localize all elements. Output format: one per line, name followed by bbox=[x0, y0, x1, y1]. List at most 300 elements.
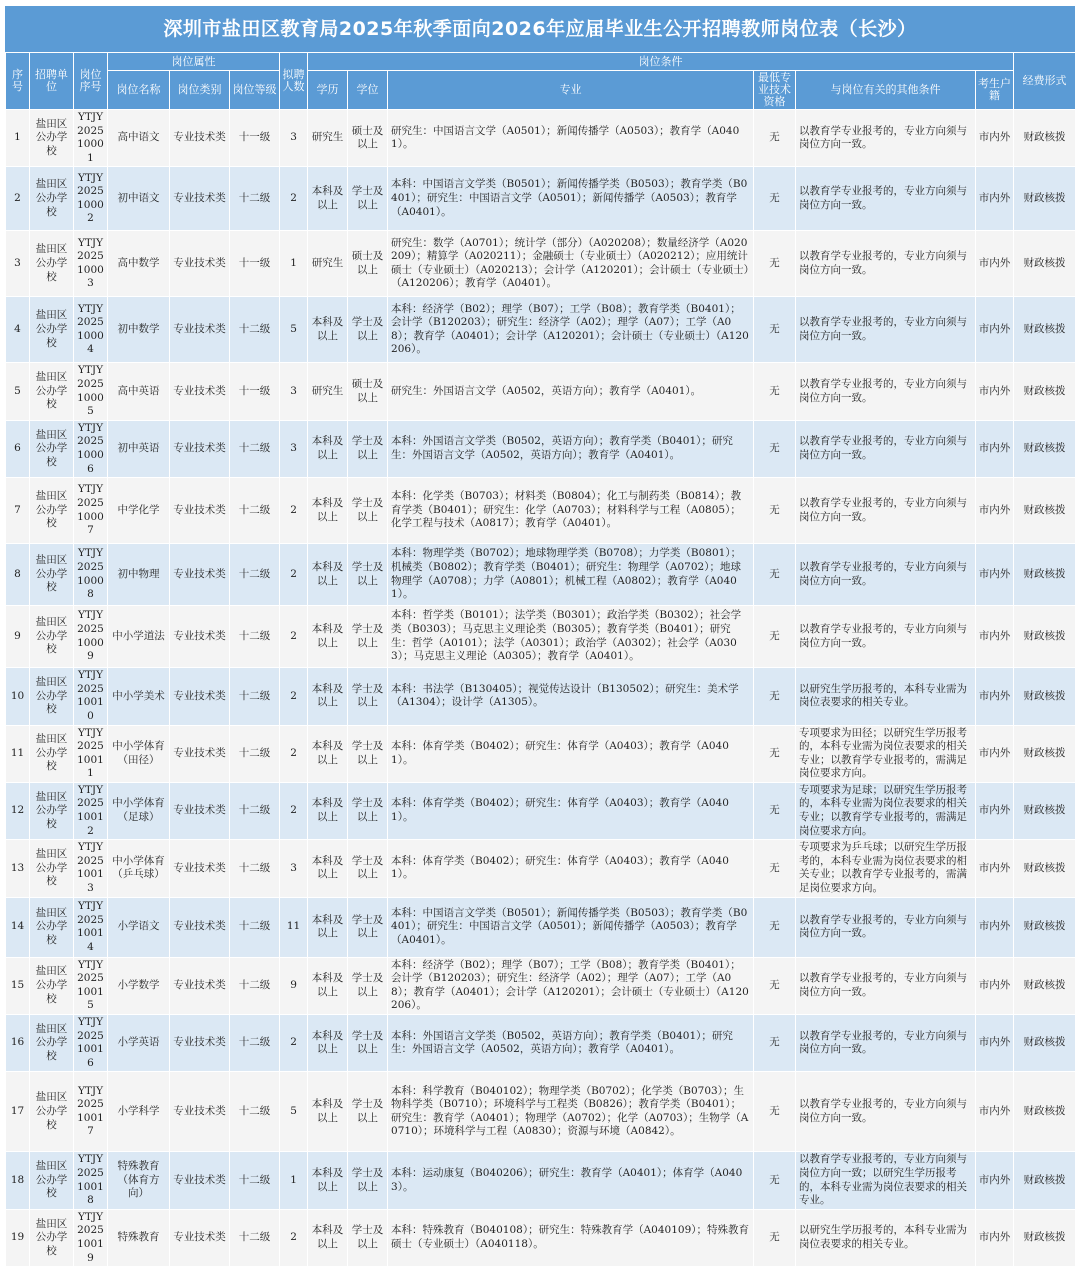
table-row bbox=[6, 478, 1076, 544]
cell-seq: 15 bbox=[6, 957, 30, 1014]
cell-education: 研究生 bbox=[308, 231, 348, 297]
table-body bbox=[6, 110, 1076, 1267]
cell-degree: 学士及以上 bbox=[348, 897, 388, 957]
cell-education: 本科及以上 bbox=[308, 897, 348, 957]
cell-count: 2 bbox=[280, 544, 308, 606]
table-row bbox=[6, 297, 1076, 363]
cell-hukou: 市内外 bbox=[976, 231, 1014, 297]
cell-major: 本科：物理学类（B0702）；地球物理学类（B0708）；力学类（B0801）；机械类（B0802）；教育学类（B0401）；研究生：物理学（A0702）；地球物理学（A0708）；力学（A0801）；机械工程（A0802）；教育学（A0401）。 bbox=[388, 544, 754, 606]
cell-min-qual: 无 bbox=[754, 782, 796, 839]
table-row bbox=[6, 1152, 1076, 1209]
cell-hukou: 市内外 bbox=[976, 897, 1014, 957]
cell-post-name: 初中物理 bbox=[108, 544, 170, 606]
cell-post-type: 专业技术类 bbox=[170, 544, 230, 606]
cell-post-type: 专业技术类 bbox=[170, 840, 230, 897]
table-row bbox=[6, 1072, 1076, 1152]
cell-post-type: 专业技术类 bbox=[170, 478, 230, 544]
table-row bbox=[6, 1209, 1076, 1266]
cell-other: 以教育学专业报考的，专业方向须与岗位方向一致。 bbox=[796, 1015, 976, 1072]
cell-other: 专项要求为乒乓球；以研究生学历报考的，本科专业需为岗位表要求的相关专业；以教育学专业报考的，需满足岗位要求方向。 bbox=[796, 840, 976, 897]
cell-unit: 盐田区公办学校 bbox=[30, 606, 74, 668]
header-other: 与岗位有关的其他条件 bbox=[796, 71, 976, 110]
cell-other: 专项要求为足球；以研究生学历报考的，本科专业需为岗位表要求的相关专业；以教育学专业报考的，需满足岗位要求方向。 bbox=[796, 782, 976, 839]
cell-count: 2 bbox=[280, 782, 308, 839]
cell-post-code: YTJY202510001 bbox=[74, 110, 108, 167]
table-row bbox=[6, 110, 1076, 167]
cell-funding: 财政核拨 bbox=[1014, 897, 1076, 957]
cell-post-level: 十二级 bbox=[230, 668, 280, 725]
cell-count: 2 bbox=[280, 478, 308, 544]
cell-education: 本科及以上 bbox=[308, 544, 348, 606]
cell-count: 5 bbox=[280, 297, 308, 363]
cell-post-code: YTJY202510003 bbox=[74, 231, 108, 297]
cell-post-name: 中小学美术 bbox=[108, 668, 170, 725]
cell-post-type: 专业技术类 bbox=[170, 297, 230, 363]
cell-min-qual: 无 bbox=[754, 1072, 796, 1152]
cell-min-qual: 无 bbox=[754, 297, 796, 363]
cell-unit: 盐田区公办学校 bbox=[30, 668, 74, 725]
cell-count: 2 bbox=[280, 725, 308, 782]
cell-post-level: 十二级 bbox=[230, 782, 280, 839]
cell-seq: 11 bbox=[6, 725, 30, 782]
cell-post-type: 专业技术类 bbox=[170, 110, 230, 167]
cell-post-type: 专业技术类 bbox=[170, 606, 230, 668]
cell-post-type: 专业技术类 bbox=[170, 725, 230, 782]
cell-other: 以教育学专业报考的，专业方向须与岗位方向一致。 bbox=[796, 420, 976, 477]
cell-education: 本科及以上 bbox=[308, 606, 348, 668]
cell-funding: 财政核拨 bbox=[1014, 363, 1076, 420]
cell-unit: 盐田区公办学校 bbox=[30, 725, 74, 782]
cell-education: 本科及以上 bbox=[308, 1152, 348, 1209]
cell-education: 本科及以上 bbox=[308, 1209, 348, 1266]
cell-seq: 4 bbox=[6, 297, 30, 363]
cell-funding: 财政核拨 bbox=[1014, 1209, 1076, 1266]
cell-funding: 财政核拨 bbox=[1014, 725, 1076, 782]
cell-post-name: 初中语文 bbox=[108, 167, 170, 231]
header-min-qual: 最低专业技术资格 bbox=[754, 71, 796, 110]
cell-hukou: 市内外 bbox=[976, 957, 1014, 1014]
cell-post-level: 十二级 bbox=[230, 957, 280, 1014]
cell-education: 本科及以上 bbox=[308, 725, 348, 782]
cell-post-type: 专业技术类 bbox=[170, 1072, 230, 1152]
cell-major: 本科：体育学类（B0402）；研究生：体育学（A0403）；教育学（A0401）。 bbox=[388, 782, 754, 839]
cell-seq: 7 bbox=[6, 478, 30, 544]
cell-seq: 14 bbox=[6, 897, 30, 957]
cell-count: 2 bbox=[280, 167, 308, 231]
header-post-code: 岗位序号 bbox=[74, 53, 108, 110]
cell-degree: 学士及以上 bbox=[348, 725, 388, 782]
cell-post-level: 十二级 bbox=[230, 1209, 280, 1266]
cell-other: 以教育学专业报考的，专业方向须与岗位方向一致。 bbox=[796, 606, 976, 668]
cell-post-level: 十二级 bbox=[230, 297, 280, 363]
cell-major: 本科：特殊教育（B040108）；研究生：特殊教育学（A040109）；特殊教育硕士（专业硕士）（A040118）。 bbox=[388, 1209, 754, 1266]
cell-unit: 盐田区公办学校 bbox=[30, 420, 74, 477]
cell-unit: 盐田区公办学校 bbox=[30, 544, 74, 606]
header-education: 学历 bbox=[308, 71, 348, 110]
header-major: 专业 bbox=[388, 71, 754, 110]
header-funding: 经费形式 bbox=[1014, 53, 1076, 110]
header-attr-group: 岗位属性 bbox=[108, 53, 280, 71]
cell-education: 本科及以上 bbox=[308, 297, 348, 363]
cell-other: 以教育学专业报考的，专业方向须与岗位方向一致。 bbox=[796, 110, 976, 167]
cell-funding: 财政核拨 bbox=[1014, 1152, 1076, 1209]
cell-unit: 盐田区公办学校 bbox=[30, 363, 74, 420]
cell-unit: 盐田区公办学校 bbox=[30, 1209, 74, 1266]
cell-post-code: YTJY202510016 bbox=[74, 1015, 108, 1072]
cell-post-code: YTJY202510004 bbox=[74, 297, 108, 363]
cell-min-qual: 无 bbox=[754, 478, 796, 544]
cell-post-type: 专业技术类 bbox=[170, 363, 230, 420]
cell-post-level: 十一级 bbox=[230, 110, 280, 167]
table-row bbox=[6, 420, 1076, 477]
cell-degree: 学士及以上 bbox=[348, 668, 388, 725]
cell-post-code: YTJY202510015 bbox=[74, 957, 108, 1014]
cell-major: 本科：运动康复（B040206）；研究生：教育学（A0401）；体育学（A0403）。 bbox=[388, 1152, 754, 1209]
cell-unit: 盐田区公办学校 bbox=[30, 782, 74, 839]
cell-degree: 硕士及以上 bbox=[348, 363, 388, 420]
cell-major: 本科：经济学（B02）；理学（B07）；工学（B08）；教育学类（B0401）；会计学（B120203）；研究生：经济学（A02）；理学（A07）；工学（A08）；教育学（A0401）；会计学（A120201）；会计硕士（专业硕士）（A120206）。 bbox=[388, 297, 754, 363]
cell-education: 本科及以上 bbox=[308, 420, 348, 477]
cell-major: 本科：经济学（B02）；理学（B07）；工学（B08）；教育学类（B0401）；会计学（B120203）；研究生：经济学（A02）；理学（A07）；工学（A08）；教育学（A0401）；会计学（A120201）；会计硕士（专业硕士）（A120206）。 bbox=[388, 957, 754, 1014]
cell-post-name: 高中英语 bbox=[108, 363, 170, 420]
header-seq: 序号 bbox=[6, 53, 30, 110]
cell-post-code: YTJY202510018 bbox=[74, 1152, 108, 1209]
cell-degree: 学士及以上 bbox=[348, 1015, 388, 1072]
cell-major: 本科：中国语言文学类（B0501）；新闻传播学类（B0503）；教育学类（B0401）；研究生：中国语言文学（A0501）；新闻传播学（A0503）；教育学（A0401）。 bbox=[388, 167, 754, 231]
cell-post-type: 专业技术类 bbox=[170, 957, 230, 1014]
cell-min-qual: 无 bbox=[754, 231, 796, 297]
cell-post-type: 专业技术类 bbox=[170, 231, 230, 297]
cell-post-code: YTJY202510002 bbox=[74, 167, 108, 231]
cell-education: 本科及以上 bbox=[308, 840, 348, 897]
recruitment-table-page bbox=[5, 6, 1075, 1264]
cell-count: 3 bbox=[280, 420, 308, 477]
cell-post-type: 专业技术类 bbox=[170, 1015, 230, 1072]
cell-min-qual: 无 bbox=[754, 1209, 796, 1266]
cell-hukou: 市内外 bbox=[976, 363, 1014, 420]
table-row bbox=[6, 897, 1076, 957]
cell-count: 3 bbox=[280, 110, 308, 167]
cell-degree: 硕士及以上 bbox=[348, 231, 388, 297]
cell-unit: 盐田区公办学校 bbox=[30, 231, 74, 297]
cell-other: 以教育学专业报考的，专业方向须与岗位方向一致。 bbox=[796, 1072, 976, 1152]
cell-unit: 盐田区公办学校 bbox=[30, 840, 74, 897]
cell-post-level: 十二级 bbox=[230, 1015, 280, 1072]
cell-degree: 学士及以上 bbox=[348, 1152, 388, 1209]
cell-seq: 13 bbox=[6, 840, 30, 897]
cell-other: 以教育学专业报考的，专业方向须与岗位方向一致。 bbox=[796, 957, 976, 1014]
cell-min-qual: 无 bbox=[754, 668, 796, 725]
cell-post-type: 专业技术类 bbox=[170, 897, 230, 957]
cell-major: 本科：体育学类（B0402）；研究生：体育学（A0403）；教育学（A0401）。 bbox=[388, 840, 754, 897]
cell-funding: 财政核拨 bbox=[1014, 231, 1076, 297]
cell-post-name: 中小学体育（乒乓球） bbox=[108, 840, 170, 897]
cell-post-code: YTJY202510011 bbox=[74, 725, 108, 782]
cell-funding: 财政核拨 bbox=[1014, 606, 1076, 668]
cell-post-type: 专业技术类 bbox=[170, 167, 230, 231]
cell-post-code: YTJY202510013 bbox=[74, 840, 108, 897]
table-row bbox=[6, 606, 1076, 668]
cell-unit: 盐田区公办学校 bbox=[30, 167, 74, 231]
cell-funding: 财政核拨 bbox=[1014, 167, 1076, 231]
cell-post-level: 十一级 bbox=[230, 363, 280, 420]
cell-post-name: 中学化学 bbox=[108, 478, 170, 544]
cell-post-level: 十二级 bbox=[230, 420, 280, 477]
cell-hukou: 市内外 bbox=[976, 110, 1014, 167]
cell-post-level: 十二级 bbox=[230, 167, 280, 231]
cell-min-qual: 无 bbox=[754, 1152, 796, 1209]
cell-funding: 财政核拨 bbox=[1014, 1072, 1076, 1152]
cell-count: 1 bbox=[280, 1152, 308, 1209]
header-unit: 招聘单位 bbox=[30, 53, 74, 110]
cell-degree: 学士及以上 bbox=[348, 420, 388, 477]
cell-post-code: YTJY202510017 bbox=[74, 1072, 108, 1152]
table-row bbox=[6, 782, 1076, 839]
cell-post-code: YTJY202510005 bbox=[74, 363, 108, 420]
cell-funding: 财政核拨 bbox=[1014, 840, 1076, 897]
cell-count: 2 bbox=[280, 1015, 308, 1072]
cell-other: 以教育学专业报考的，专业方向须与岗位方向一致。 bbox=[796, 478, 976, 544]
cell-other: 以教育学专业报考的，专业方向须与岗位方向一致。 bbox=[796, 167, 976, 231]
cell-min-qual: 无 bbox=[754, 840, 796, 897]
header-cond-group: 岗位条件 bbox=[308, 53, 1014, 71]
table-row bbox=[6, 668, 1076, 725]
cell-min-qual: 无 bbox=[754, 897, 796, 957]
cell-hukou: 市内外 bbox=[976, 668, 1014, 725]
table-row bbox=[6, 167, 1076, 231]
cell-count: 2 bbox=[280, 606, 308, 668]
cell-degree: 学士及以上 bbox=[348, 478, 388, 544]
cell-funding: 财政核拨 bbox=[1014, 478, 1076, 544]
cell-post-name: 特殊教育 bbox=[108, 1209, 170, 1266]
cell-post-level: 十二级 bbox=[230, 1072, 280, 1152]
cell-min-qual: 无 bbox=[754, 167, 796, 231]
cell-post-code: YTJY202510009 bbox=[74, 606, 108, 668]
cell-funding: 财政核拨 bbox=[1014, 957, 1076, 1014]
cell-degree: 学士及以上 bbox=[348, 840, 388, 897]
cell-other: 以教育学专业报考的，专业方向须与岗位方向一致。 bbox=[796, 231, 976, 297]
cell-count: 9 bbox=[280, 957, 308, 1014]
cell-other: 以研究生学历报考的，本科专业需为岗位表要求的相关专业。 bbox=[796, 668, 976, 725]
cell-major: 研究生：数学（A0701）；统计学（部分）（A020208）；数量经济学（A020209）；精算学（A020211）；金融硕士（专业硕士）（A020212）；应用统计硕士（专业硕士）（A020213）；会计学（A120201）；会计硕士（专业硕士）（A120206）；教育学（A0401）。 bbox=[388, 231, 754, 297]
cell-seq: 10 bbox=[6, 668, 30, 725]
table-row bbox=[6, 1015, 1076, 1072]
header-count: 拟聘人数 bbox=[280, 53, 308, 110]
cell-post-level: 十二级 bbox=[230, 606, 280, 668]
cell-major: 本科：化学类（B0703）；材料类（B0804）；化工与制药类（B0814）；教育学类（B0401）；研究生：化学（A0703）；材料科学与工程（A0805）；化学工程与技术（A0817）；教育学（A0401）。 bbox=[388, 478, 754, 544]
cell-min-qual: 无 bbox=[754, 606, 796, 668]
cell-hukou: 市内外 bbox=[976, 1072, 1014, 1152]
cell-post-name: 小学数学 bbox=[108, 957, 170, 1014]
cell-post-name: 初中数学 bbox=[108, 297, 170, 363]
cell-hukou: 市内外 bbox=[976, 1015, 1014, 1072]
cell-post-code: YTJY202510019 bbox=[74, 1209, 108, 1266]
cell-education: 本科及以上 bbox=[308, 478, 348, 544]
cell-education: 本科及以上 bbox=[308, 167, 348, 231]
cell-funding: 财政核拨 bbox=[1014, 297, 1076, 363]
cell-post-name: 初中英语 bbox=[108, 420, 170, 477]
table-row bbox=[6, 363, 1076, 420]
cell-seq: 2 bbox=[6, 167, 30, 231]
cell-education: 研究生 bbox=[308, 110, 348, 167]
cell-hukou: 市内外 bbox=[976, 840, 1014, 897]
cell-major: 本科：中国语言文学类（B0501）；新闻传播学类（B0503）；教育学类（B0401）；研究生：中国语言文学（A0501）；新闻传播学（A0503）；教育学（A0401）。 bbox=[388, 897, 754, 957]
cell-major: 本科：哲学类（B0101）；法学类（B0301）；政治学类（B0302）；社会学类（B0303）；马克思主义理论类（B0305）；教育学类（B0401）；研究生：哲学（A0101）；法学（A0301）；政治学（A0302）；社会学（A0303）；马克思主义理论（A0305）；教育学（A0401）。 bbox=[388, 606, 754, 668]
cell-degree: 学士及以上 bbox=[348, 1072, 388, 1152]
cell-seq: 16 bbox=[6, 1015, 30, 1072]
cell-hukou: 市内外 bbox=[976, 782, 1014, 839]
cell-post-name: 高中语文 bbox=[108, 110, 170, 167]
cell-count: 2 bbox=[280, 1209, 308, 1266]
cell-funding: 财政核拨 bbox=[1014, 110, 1076, 167]
cell-post-type: 专业技术类 bbox=[170, 782, 230, 839]
cell-min-qual: 无 bbox=[754, 420, 796, 477]
cell-other: 以教育学专业报考的，专业方向须与岗位方向一致。 bbox=[796, 897, 976, 957]
cell-seq: 18 bbox=[6, 1152, 30, 1209]
cell-min-qual: 无 bbox=[754, 1015, 796, 1072]
cell-degree: 学士及以上 bbox=[348, 1209, 388, 1266]
cell-degree: 硕士及以上 bbox=[348, 110, 388, 167]
cell-post-name: 中小学体育（足球） bbox=[108, 782, 170, 839]
cell-unit: 盐田区公办学校 bbox=[30, 897, 74, 957]
positions-table bbox=[5, 52, 1076, 1267]
cell-min-qual: 无 bbox=[754, 957, 796, 1014]
cell-funding: 财政核拨 bbox=[1014, 668, 1076, 725]
cell-seq: 1 bbox=[6, 110, 30, 167]
cell-min-qual: 无 bbox=[754, 110, 796, 167]
cell-post-name: 特殊教育（体育方向） bbox=[108, 1152, 170, 1209]
cell-post-type: 专业技术类 bbox=[170, 420, 230, 477]
cell-major: 本科：体育学类（B0402）；研究生：体育学（A0403）；教育学（A0401）。 bbox=[388, 725, 754, 782]
cell-seq: 12 bbox=[6, 782, 30, 839]
header-post-type: 岗位类别 bbox=[170, 71, 230, 110]
cell-funding: 财政核拨 bbox=[1014, 420, 1076, 477]
cell-education: 本科及以上 bbox=[308, 782, 348, 839]
cell-min-qual: 无 bbox=[754, 725, 796, 782]
cell-unit: 盐田区公办学校 bbox=[30, 1015, 74, 1072]
cell-degree: 学士及以上 bbox=[348, 957, 388, 1014]
cell-seq: 9 bbox=[6, 606, 30, 668]
header-post-level: 岗位等级 bbox=[230, 71, 280, 110]
cell-min-qual: 无 bbox=[754, 544, 796, 606]
cell-count: 1 bbox=[280, 231, 308, 297]
cell-major: 本科：科学教育（B040102）；物理学类（B0702）；化学类（B0703）；生物科学类（B0710）；环境科学与工程类（B0826）；教育学类（B0401）；研究生：教育学（A0401）；物理学（A0702）；化学（A0703）；生物学（A0710）；环境科学与工程（A0830）；资源与环境（A0842）。 bbox=[388, 1072, 754, 1152]
cell-seq: 19 bbox=[6, 1209, 30, 1266]
table-row bbox=[6, 840, 1076, 897]
cell-post-level: 十二级 bbox=[230, 544, 280, 606]
cell-post-name: 小学英语 bbox=[108, 1015, 170, 1072]
cell-post-name: 高中数学 bbox=[108, 231, 170, 297]
cell-post-code: YTJY202510012 bbox=[74, 782, 108, 839]
cell-post-name: 小学科学 bbox=[108, 1072, 170, 1152]
cell-education: 本科及以上 bbox=[308, 668, 348, 725]
cell-post-level: 十一级 bbox=[230, 231, 280, 297]
cell-count: 3 bbox=[280, 840, 308, 897]
cell-major: 本科：外国语言文学类（B0502，英语方向）；教育学类（B0401）；研究生：外国语言文学（A0502，英语方向）；教育学（A0401）。 bbox=[388, 1015, 754, 1072]
cell-degree: 学士及以上 bbox=[348, 544, 388, 606]
cell-education: 本科及以上 bbox=[308, 1015, 348, 1072]
cell-other: 以教育学专业报考的，专业方向须与岗位方向一致。 bbox=[796, 297, 976, 363]
cell-unit: 盐田区公办学校 bbox=[30, 110, 74, 167]
cell-education: 本科及以上 bbox=[308, 957, 348, 1014]
cell-post-type: 专业技术类 bbox=[170, 1152, 230, 1209]
cell-hukou: 市内外 bbox=[976, 1209, 1014, 1266]
table-row bbox=[6, 725, 1076, 782]
cell-unit: 盐田区公办学校 bbox=[30, 957, 74, 1014]
cell-funding: 财政核拨 bbox=[1014, 544, 1076, 606]
cell-post-level: 十二级 bbox=[230, 1152, 280, 1209]
cell-post-name: 中小学道法 bbox=[108, 606, 170, 668]
cell-funding: 财政核拨 bbox=[1014, 1015, 1076, 1072]
cell-count: 2 bbox=[280, 668, 308, 725]
header-degree: 学位 bbox=[348, 71, 388, 110]
cell-post-type: 专业技术类 bbox=[170, 1209, 230, 1266]
cell-major: 研究生：外国语言文学（A0502，英语方向）；教育学（A0401）。 bbox=[388, 363, 754, 420]
cell-other: 以教育学专业报考的，专业方向须与岗位方向一致。 bbox=[796, 363, 976, 420]
cell-degree: 学士及以上 bbox=[348, 167, 388, 231]
cell-major: 本科：书法学（B130405）；视觉传达设计（B130502）；研究生：美术学（A1304）；设计学（A1305）。 bbox=[388, 668, 754, 725]
cell-unit: 盐田区公办学校 bbox=[30, 1152, 74, 1209]
table-row bbox=[6, 957, 1076, 1014]
cell-post-name: 中小学体育（田径） bbox=[108, 725, 170, 782]
cell-education: 研究生 bbox=[308, 363, 348, 420]
cell-major: 研究生：中国语言文学（A0501）；新闻传播学（A0503）；教育学（A0401）。 bbox=[388, 110, 754, 167]
cell-degree: 学士及以上 bbox=[348, 606, 388, 668]
header-hukou: 考生户籍 bbox=[976, 71, 1014, 110]
cell-post-code: YTJY202510010 bbox=[74, 668, 108, 725]
cell-unit: 盐田区公办学校 bbox=[30, 1072, 74, 1152]
cell-hukou: 市内外 bbox=[976, 1152, 1014, 1209]
cell-other: 以教育学专业报考的，专业方向须与岗位方向一致。 bbox=[796, 544, 976, 606]
cell-hukou: 市内外 bbox=[976, 478, 1014, 544]
cell-seq: 8 bbox=[6, 544, 30, 606]
cell-post-level: 十二级 bbox=[230, 725, 280, 782]
cell-other: 以教育学专业报考的，专业方向须与岗位方向一致；以研究生学历报考的，本科专业需为岗位表要求的相关专业。 bbox=[796, 1152, 976, 1209]
cell-degree: 学士及以上 bbox=[348, 297, 388, 363]
cell-unit: 盐田区公办学校 bbox=[30, 478, 74, 544]
header-post-name: 岗位名称 bbox=[108, 71, 170, 110]
page-title: 深圳市盐田区教育局2025年秋季面向2026年应届毕业生公开招聘教师岗位表（长沙） bbox=[5, 6, 1075, 52]
cell-min-qual: 无 bbox=[754, 363, 796, 420]
cell-other: 以研究生学历报考的，本科专业需为岗位表要求的相关专业。 bbox=[796, 1209, 976, 1266]
cell-count: 5 bbox=[280, 1072, 308, 1152]
cell-post-code: YTJY202510008 bbox=[74, 544, 108, 606]
cell-post-code: YTJY202510007 bbox=[74, 478, 108, 544]
cell-post-level: 十二级 bbox=[230, 840, 280, 897]
cell-hukou: 市内外 bbox=[976, 297, 1014, 363]
cell-count: 11 bbox=[280, 897, 308, 957]
cell-seq: 5 bbox=[6, 363, 30, 420]
cell-degree: 学士及以上 bbox=[348, 782, 388, 839]
cell-seq: 17 bbox=[6, 1072, 30, 1152]
cell-other: 专项要求为田径；以研究生学历报考的，本科专业需为岗位表要求的相关专业；以教育学专业报考的，需满足岗位要求方向。 bbox=[796, 725, 976, 782]
table-row bbox=[6, 544, 1076, 606]
cell-post-level: 十二级 bbox=[230, 897, 280, 957]
cell-hukou: 市内外 bbox=[976, 725, 1014, 782]
cell-seq: 3 bbox=[6, 231, 30, 297]
cell-post-level: 十二级 bbox=[230, 478, 280, 544]
table-header bbox=[6, 53, 1076, 110]
cell-hukou: 市内外 bbox=[976, 167, 1014, 231]
cell-post-code: YTJY202510014 bbox=[74, 897, 108, 957]
cell-unit: 盐田区公办学校 bbox=[30, 297, 74, 363]
cell-count: 3 bbox=[280, 363, 308, 420]
cell-hukou: 市内外 bbox=[976, 420, 1014, 477]
cell-major: 本科：外国语言文学类（B0502，英语方向）；教育学类（B0401）；研究生：外国语言文学（A0502，英语方向）；教育学（A0401）。 bbox=[388, 420, 754, 477]
cell-hukou: 市内外 bbox=[976, 544, 1014, 606]
cell-post-type: 专业技术类 bbox=[170, 668, 230, 725]
cell-funding: 财政核拨 bbox=[1014, 782, 1076, 839]
